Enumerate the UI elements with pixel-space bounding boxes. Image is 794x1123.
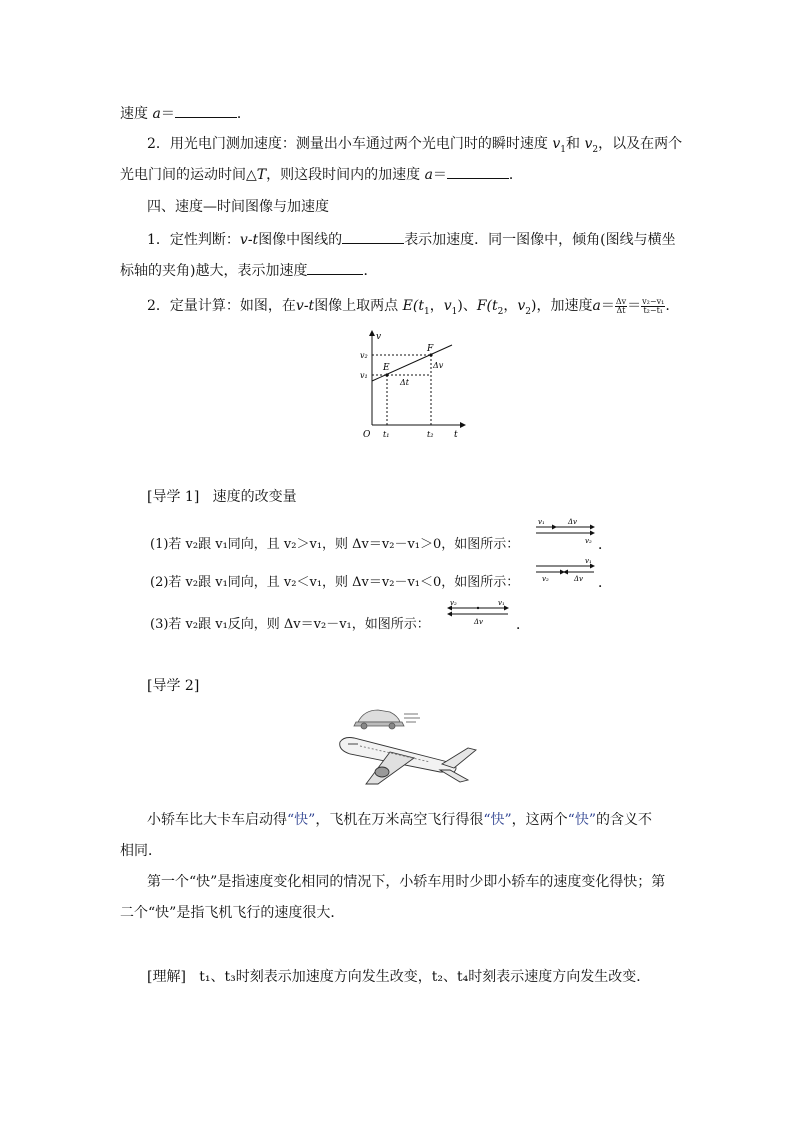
text: 速度 — [120, 106, 148, 122]
text: 图像上取两点 — [314, 298, 399, 314]
vector-diagram-1 — [534, 514, 598, 548]
paragraph-quantitative — [147, 296, 670, 322]
quote-fast: “快” — [567, 812, 596, 828]
text: ，以及在两个 — [598, 136, 683, 152]
coord: (t — [412, 298, 424, 314]
fill-blank[interactable] — [175, 103, 237, 118]
period: ． — [598, 537, 612, 553]
text: 和 — [566, 136, 581, 152]
axis-v-label: v — [376, 332, 382, 342]
case-text: (3)若 v₂跟 v₁反向，则 Δv＝v₂－v₁，如图所示： — [150, 617, 430, 632]
point-f: F — [476, 298, 487, 314]
paragraph-qualitative-line2 — [120, 260, 377, 281]
car-plane-illustration — [330, 700, 490, 795]
paragraph-qualitative — [147, 229, 676, 250]
vt-label: v-t — [239, 232, 259, 248]
subscript: 2 — [497, 306, 504, 317]
label-v1: v₁ — [498, 599, 505, 607]
text: 定性判断： — [169, 232, 240, 248]
item-number: 2． — [147, 298, 170, 314]
var-a: a — [152, 106, 161, 122]
text: 光电门间的运动时间 — [120, 167, 246, 183]
subscript: 2 — [525, 306, 532, 317]
equals: ＝ — [432, 167, 447, 183]
guide-label: [导学 2] — [147, 678, 200, 694]
guide2-paragraph1-line2 — [120, 841, 162, 861]
heading-text: 四、速度—时间图像与加速度 — [147, 199, 329, 215]
denominator: t₂−t₁ — [643, 305, 663, 315]
text: )、 — [457, 298, 477, 314]
equals: ＝ — [627, 298, 642, 314]
comma: ， — [503, 298, 518, 314]
text: 的含义不 — [595, 812, 652, 828]
text: ，则这段时间内的加速度 — [266, 167, 421, 183]
text: 图像中图线的 — [258, 232, 343, 248]
quote-fast: “快” — [483, 812, 512, 828]
text: 相同． — [120, 843, 162, 859]
guide-label: [导学 1] — [147, 489, 200, 505]
text: ，加速度 — [536, 298, 593, 314]
t2-label: t₂ — [427, 430, 434, 439]
text: 定量计算：如图，在 — [169, 298, 296, 314]
delta-t: △T — [246, 167, 267, 183]
text: 标轴的夹角)越大，表示加速度 — [120, 263, 308, 279]
point-e: E — [402, 298, 413, 314]
e-label: E — [383, 363, 390, 373]
numerator: Δv — [615, 296, 627, 306]
equals: ＝ — [160, 106, 175, 122]
fill-blank[interactable] — [307, 260, 363, 275]
dv-label: Δv — [433, 361, 444, 370]
subscript: 1 — [560, 144, 567, 155]
guide2-paragraph2 — [147, 872, 665, 892]
vt-label: v-t — [295, 298, 315, 314]
var-v: v — [443, 298, 452, 314]
plane-sketch — [340, 738, 476, 785]
text: 小轿车比大卡车启动得 — [147, 812, 287, 828]
guide2-paragraph2-line2 — [120, 903, 344, 923]
var-v: v — [517, 298, 526, 314]
answer-line-a — [120, 103, 251, 124]
period: . — [665, 298, 670, 314]
comma: ， — [429, 298, 444, 314]
denominator: Δt — [616, 305, 626, 315]
period: ． — [516, 617, 530, 633]
period: ． — [236, 106, 251, 122]
label-v2: v₂ — [542, 575, 549, 583]
label-v1: v₁ — [585, 557, 592, 565]
vector-diagram-2 — [534, 554, 598, 588]
car-sketch — [354, 710, 420, 729]
var-v: v — [584, 136, 593, 152]
subscript: 1 — [423, 306, 430, 317]
text: ，这两个 — [511, 812, 568, 828]
numerator: v₂−v₁ — [642, 296, 665, 306]
origin-dot — [477, 607, 479, 609]
guide1-case1 — [150, 535, 519, 555]
label-v2: v₂ — [450, 599, 457, 607]
guide1-case2 — [150, 573, 519, 593]
origin-label: O — [363, 430, 371, 440]
lead-text: 用光电门测加速度： — [169, 136, 296, 152]
body-text: 测量出小车通过两个光电门时的瞬时速度 — [295, 136, 548, 152]
text: ，飞机在万米高空飞行得很 — [315, 812, 484, 828]
subscript: 2 — [592, 144, 599, 155]
text: ) — [531, 298, 537, 314]
guide1-case3 — [150, 615, 430, 635]
dt-label: Δt — [400, 378, 409, 387]
label-v2: v₂ — [585, 537, 592, 545]
understand-paragraph — [147, 967, 650, 987]
text: 第一个“快”是指速度变化相同的情况下，小轿车用时少即小轿车的速度变化得快；第 — [147, 874, 666, 890]
paragraph-photogate-line2 — [120, 164, 523, 185]
guide2-heading — [147, 676, 199, 696]
guide2-paragraph1 — [147, 810, 652, 830]
f-label: F — [427, 344, 434, 354]
label-v1: v₁ — [538, 518, 545, 526]
section-heading — [147, 197, 329, 217]
period: ． — [363, 263, 378, 279]
paragraph-photogate — [147, 134, 682, 160]
subscript: 1 — [451, 306, 458, 317]
var-v: v — [552, 136, 561, 152]
v2-label: v₂ — [360, 351, 368, 360]
quote-fast: “快” — [287, 812, 316, 828]
var-a: a — [592, 298, 601, 314]
fraction-dv-dt — [615, 298, 627, 315]
vt-graph — [355, 325, 475, 443]
v1-label: v₁ — [360, 371, 368, 380]
label-dv: Δv — [574, 575, 584, 583]
equals: ＝ — [600, 298, 615, 314]
item-number: 1． — [147, 232, 170, 248]
coord: (t — [486, 298, 498, 314]
guide1-heading — [147, 487, 297, 507]
label-dv: Δv — [474, 618, 484, 626]
case-text: (1)若 v₂跟 v₁同向，且 v₂＞v₁，则 Δv＝v₂－v₁＞0，如图所示： — [150, 537, 520, 552]
label-dv: Δv — [568, 518, 578, 526]
period: ． — [598, 575, 612, 591]
t1-label: t₁ — [383, 430, 390, 439]
point-e-dot — [385, 373, 388, 376]
item-number: 2． — [147, 136, 170, 152]
guide-title: 速度的改变量 — [212, 489, 297, 505]
fill-blank[interactable] — [342, 229, 404, 244]
understand-text: t₁、t₃时刻表示加速度方向发生改变，t₂、t₄时刻表示速度方向发生改变． — [199, 969, 651, 985]
fraction-v-t — [641, 298, 665, 315]
case-text: (2)若 v₂跟 v₁同向，且 v₂＜v₁，则 Δv＝v₂－v₁＜0，如图所示： — [150, 575, 520, 590]
var-a: a — [424, 167, 433, 183]
text: 表示加速度．同一图像中，倾角(图线与横坐 — [404, 232, 676, 248]
text: 二个“快”是指飞机飞行的速度很大． — [120, 905, 345, 921]
fill-blank[interactable] — [447, 164, 509, 179]
period: ． — [508, 167, 523, 183]
vector-diagram-3 — [444, 596, 514, 630]
axis-t-label: t — [454, 430, 458, 440]
understand-label: [理解] — [147, 969, 186, 985]
